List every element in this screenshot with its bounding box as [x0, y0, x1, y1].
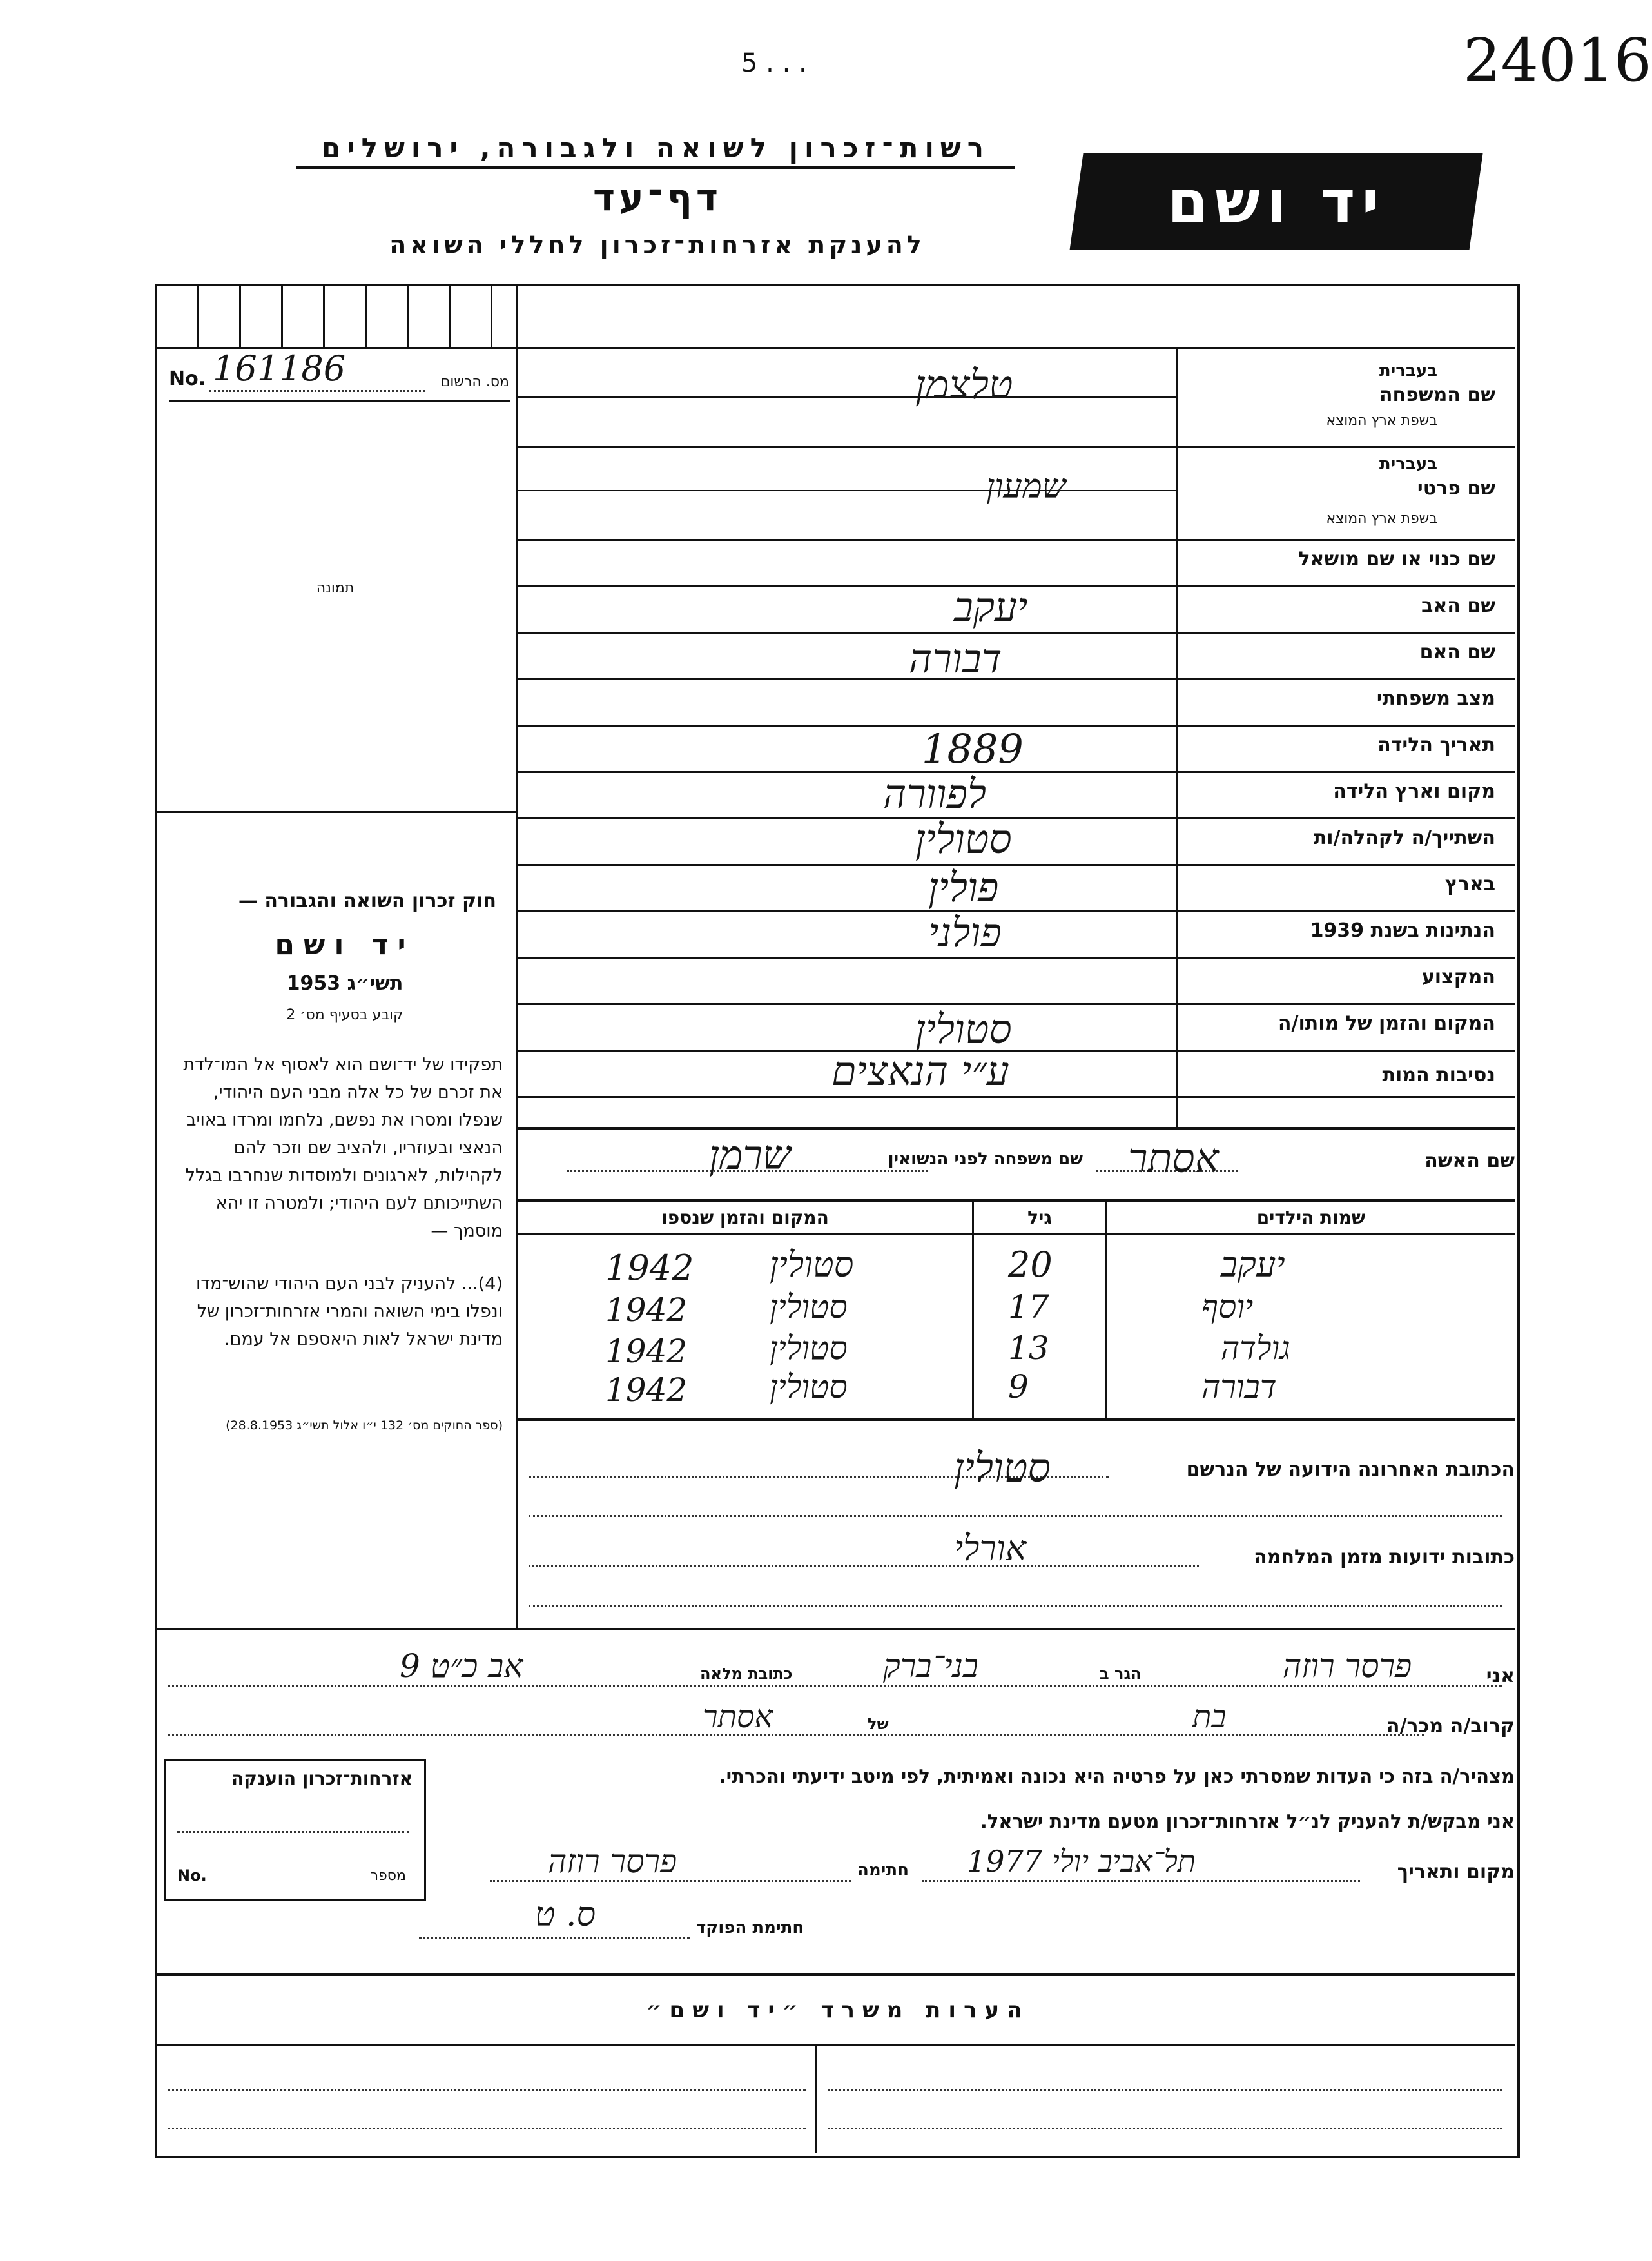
row-line	[518, 1096, 1515, 1098]
relation-label: קרוב/ה מכר/ה	[1386, 1715, 1515, 1737]
origin-split	[518, 396, 1176, 398]
registration-no-label: No.	[169, 367, 206, 390]
relation-dots	[168, 1734, 1424, 1736]
law-paragraph-1: תפקידו של יד־ושם הוא לאסוף אל המו־לדת את זכרם של כל אלה מבני העם היהודי, שנפלו ומסרו את נפשם, נלחמו ומרדו באויב הנאצי ובעוזריו, ולהציב שם וזכר להם לקהילות, לארגונים ולמוסדות שנחרבו בגלל השתייכותם לעם היהודי; ולמטרה זו יהא מוסמך —	[183, 1055, 503, 1241]
officer-signature-label: חתימת הפוקד	[696, 1918, 804, 1937]
signature-dots	[490, 1880, 851, 1882]
death-cause-value: ע״י הנאצים	[831, 1048, 1009, 1095]
law-clause: קובע בסעיף מס׳ 2	[286, 1007, 403, 1023]
death-place-label: המקום והזמן של מותו/ה	[1278, 1012, 1495, 1035]
citizenship-box-number-label: מספר	[370, 1868, 406, 1884]
remarks-dots	[828, 2128, 1502, 2129]
law-year: תשי״ג 1953	[286, 972, 403, 995]
full-address-value: אב כ״ט 9	[400, 1647, 523, 1685]
law-name: יד ושם	[275, 928, 415, 961]
declarant-dots	[168, 1685, 1502, 1687]
maiden-name-value: שרמן	[709, 1131, 791, 1179]
marital-status-label: מצב משפחתי	[1376, 687, 1495, 710]
photo-label: תמונה	[316, 580, 355, 596]
child-year: 1942	[605, 1371, 688, 1409]
children-age-header: גיל	[1027, 1207, 1052, 1228]
war-addresses-label: כתובות ידועות מזמן המלחמה	[1254, 1546, 1515, 1569]
authority-title: רשות־זכרון לשואה ולגבורה, ירושלים	[296, 132, 1015, 169]
full-address-label: כתובת מלאה	[696, 1665, 796, 1683]
row-line	[518, 864, 1515, 866]
child-name: גולדה	[1221, 1329, 1290, 1367]
children-row	[518, 1244, 1515, 1289]
declaration-statement: מצהיר/ה בזה כי העדות שמסרתי כאן על פרטיה היא נכונה ואמיתית, לפי מיטב ידיעתי והכרתי.	[719, 1765, 1515, 1787]
child-year: 1942	[605, 1291, 688, 1329]
registration-number: 161186	[213, 348, 346, 389]
first-name-origin-label: בשפת ארץ המוצא	[1326, 511, 1437, 527]
blank-dots	[529, 1515, 1502, 1517]
children-names-header: שמות הילדים	[1256, 1207, 1366, 1228]
citizenship-box-no-label: No.	[177, 1866, 207, 1884]
officer-signature-value: ס. ט	[535, 1895, 596, 1934]
row-line	[518, 817, 1515, 819]
law-paragraph-2: (4)... להעניק לבני העם היהודי שהוש־מדו ונפלו בימי השואה והמרי אזרחות־זכרון של מדינת ישראל לאות היאספם אל עמם.	[196, 1274, 503, 1349]
registration-dots	[209, 390, 425, 392]
of-label: של	[864, 1715, 893, 1733]
archive-number: 24016	[1463, 26, 1652, 95]
death-cause-label: נסיבות המות	[1382, 1064, 1495, 1086]
children-header-top	[518, 1199, 1515, 1202]
place-date-label: מקום ותאריך	[1397, 1861, 1515, 1883]
signature-value: פרסר רוזה	[548, 1843, 677, 1880]
child-place: סטולין	[770, 1329, 848, 1367]
row-line	[518, 957, 1515, 959]
row-line	[518, 632, 1515, 634]
officer-dots	[419, 1937, 690, 1939]
children-place-header: המקום והזמן שנספו	[661, 1207, 829, 1228]
law-title: חוק זכרון השואה והגבורה —	[238, 890, 496, 912]
child-age: 20	[1008, 1244, 1053, 1285]
mother-name-label: שם האם	[1419, 641, 1495, 663]
row-line	[518, 539, 1515, 541]
remarks-dots	[828, 2089, 1502, 2091]
declaration-top	[155, 1628, 1515, 1630]
photo-box-bottom	[157, 811, 516, 813]
declaration-request: אני מבקש/ת להעניק לנ״ל אזרחות־זכרון מטעם מדינת ישראל.	[980, 1810, 1515, 1832]
wife-label: שם האשה	[1424, 1150, 1515, 1172]
place-date-dots	[922, 1880, 1360, 1882]
child-place: סטולין	[770, 1288, 848, 1326]
top-cells	[157, 284, 516, 347]
citizenship-1939-label: הנתינות בשנת 1939	[1310, 919, 1495, 942]
yad-vashem-logo	[1069, 153, 1482, 250]
birth-place-value: לפוורה	[883, 770, 986, 817]
declarant-label: אני	[1486, 1665, 1515, 1687]
family-name-label: שם המשפחה	[1379, 384, 1495, 406]
citizenship-box-dots	[177, 1831, 409, 1833]
child-age: 9	[1008, 1368, 1029, 1405]
resides-label: הגר ב	[1096, 1665, 1145, 1683]
top-strip-line	[155, 347, 1515, 349]
resides-value: בני־ברק	[883, 1647, 979, 1685]
row-line	[518, 1003, 1515, 1005]
country-value: פולין	[928, 864, 999, 911]
label-column-divider	[1176, 347, 1178, 1127]
birth-place-label: מקום וארץ הלידה	[1333, 780, 1495, 803]
children-row	[518, 1288, 1515, 1327]
country-label: בארץ	[1444, 873, 1495, 896]
first-name-label: שם פרטי	[1417, 477, 1495, 500]
child-place: סטולין	[770, 1368, 848, 1405]
last-address-label: הכתובת האחרונה הידועה של הנרשם	[1186, 1458, 1515, 1481]
registration-label: מס. הרשום	[440, 374, 509, 390]
child-year: 1942	[605, 1248, 694, 1288]
war-addresses-value: אורלי	[954, 1528, 1027, 1569]
row-line	[518, 910, 1515, 912]
family-name-hebrew-label: בעברית	[1379, 361, 1437, 380]
origin-split	[518, 490, 1176, 491]
form-subtitle: להענקת אזרחות־זכרון לחללי השואה	[389, 231, 926, 259]
community-value: סטולין	[915, 816, 1012, 863]
top-mark: 5 . . .	[741, 48, 807, 78]
blank-dots	[529, 1605, 1502, 1607]
birth-date-label: תאריך הלידה	[1377, 734, 1495, 756]
first-name-value: שמעון	[986, 467, 1066, 506]
children-header-bottom	[518, 1233, 1515, 1235]
row-line	[518, 1127, 1515, 1130]
remarks-dots	[168, 2128, 806, 2129]
father-name-label: שם האב	[1421, 594, 1495, 617]
wife-name-value: אסתר	[1128, 1135, 1219, 1182]
of-value: אסתר	[703, 1699, 773, 1735]
family-name-origin-label: בשפת ארץ המוצא	[1326, 413, 1437, 429]
child-name: דבורה	[1201, 1368, 1277, 1405]
relation-value: בת	[1192, 1699, 1227, 1735]
declarant-value: פרסר רוזה	[1283, 1647, 1412, 1685]
father-name-value: יעקב	[954, 583, 1028, 631]
nickname-label: שם כנוי או שם מושאל	[1298, 548, 1495, 571]
community-label: השתייך/ה לקהלה/ות	[1313, 827, 1495, 849]
law-source: (ספר החוקים מס׳ 132 י״ו אלול תשי״ג 28.8.1953)	[226, 1418, 503, 1433]
children-row	[518, 1329, 1515, 1368]
logo-text: יד ושם	[1167, 167, 1386, 237]
child-name: יוסף	[1201, 1288, 1254, 1326]
family-name-value: טלצמן	[915, 361, 1013, 408]
signature-label: חתימה	[857, 1861, 909, 1880]
children-table-bottom	[518, 1418, 1515, 1421]
child-name: יעקב	[1221, 1244, 1285, 1285]
remarks-divider	[815, 2044, 817, 2153]
row-line	[518, 446, 1515, 448]
profession-label: המקצוע	[1421, 966, 1495, 988]
child-age: 13	[1008, 1329, 1049, 1367]
birth-date-value: 1889	[922, 725, 1024, 772]
child-age: 17	[1008, 1288, 1049, 1326]
child-year: 1942	[605, 1333, 688, 1370]
remarks-title: הערות משרד ״יד ושם״	[646, 1997, 1030, 2023]
remarks-header-line	[155, 2044, 1515, 2046]
row-line	[518, 678, 1515, 680]
citizenship-1939-value: פולני	[928, 909, 1002, 956]
place-date-value: תל־אביב יולי 1977	[967, 1844, 1196, 1879]
remarks-dots	[168, 2089, 806, 2091]
mother-name-value: דבורה	[909, 635, 1002, 682]
form-title: דף־עד	[592, 175, 723, 219]
row-line	[518, 1050, 1515, 1052]
last-address-value: סטולין	[954, 1444, 1051, 1491]
war-addresses-dots	[529, 1565, 1199, 1567]
remarks-top	[155, 1973, 1515, 1976]
first-name-hebrew-label: בעברית	[1379, 455, 1437, 474]
citizenship-box-title: אזרחות־זכרון הוענקה	[231, 1768, 413, 1789]
maiden-name-label: שם משפחה לפני הנשואין	[888, 1150, 1083, 1169]
column-divider	[516, 284, 518, 1628]
death-place-value: סטולין	[915, 1006, 1012, 1053]
children-row	[518, 1368, 1515, 1407]
child-place: סטולין	[770, 1244, 854, 1285]
